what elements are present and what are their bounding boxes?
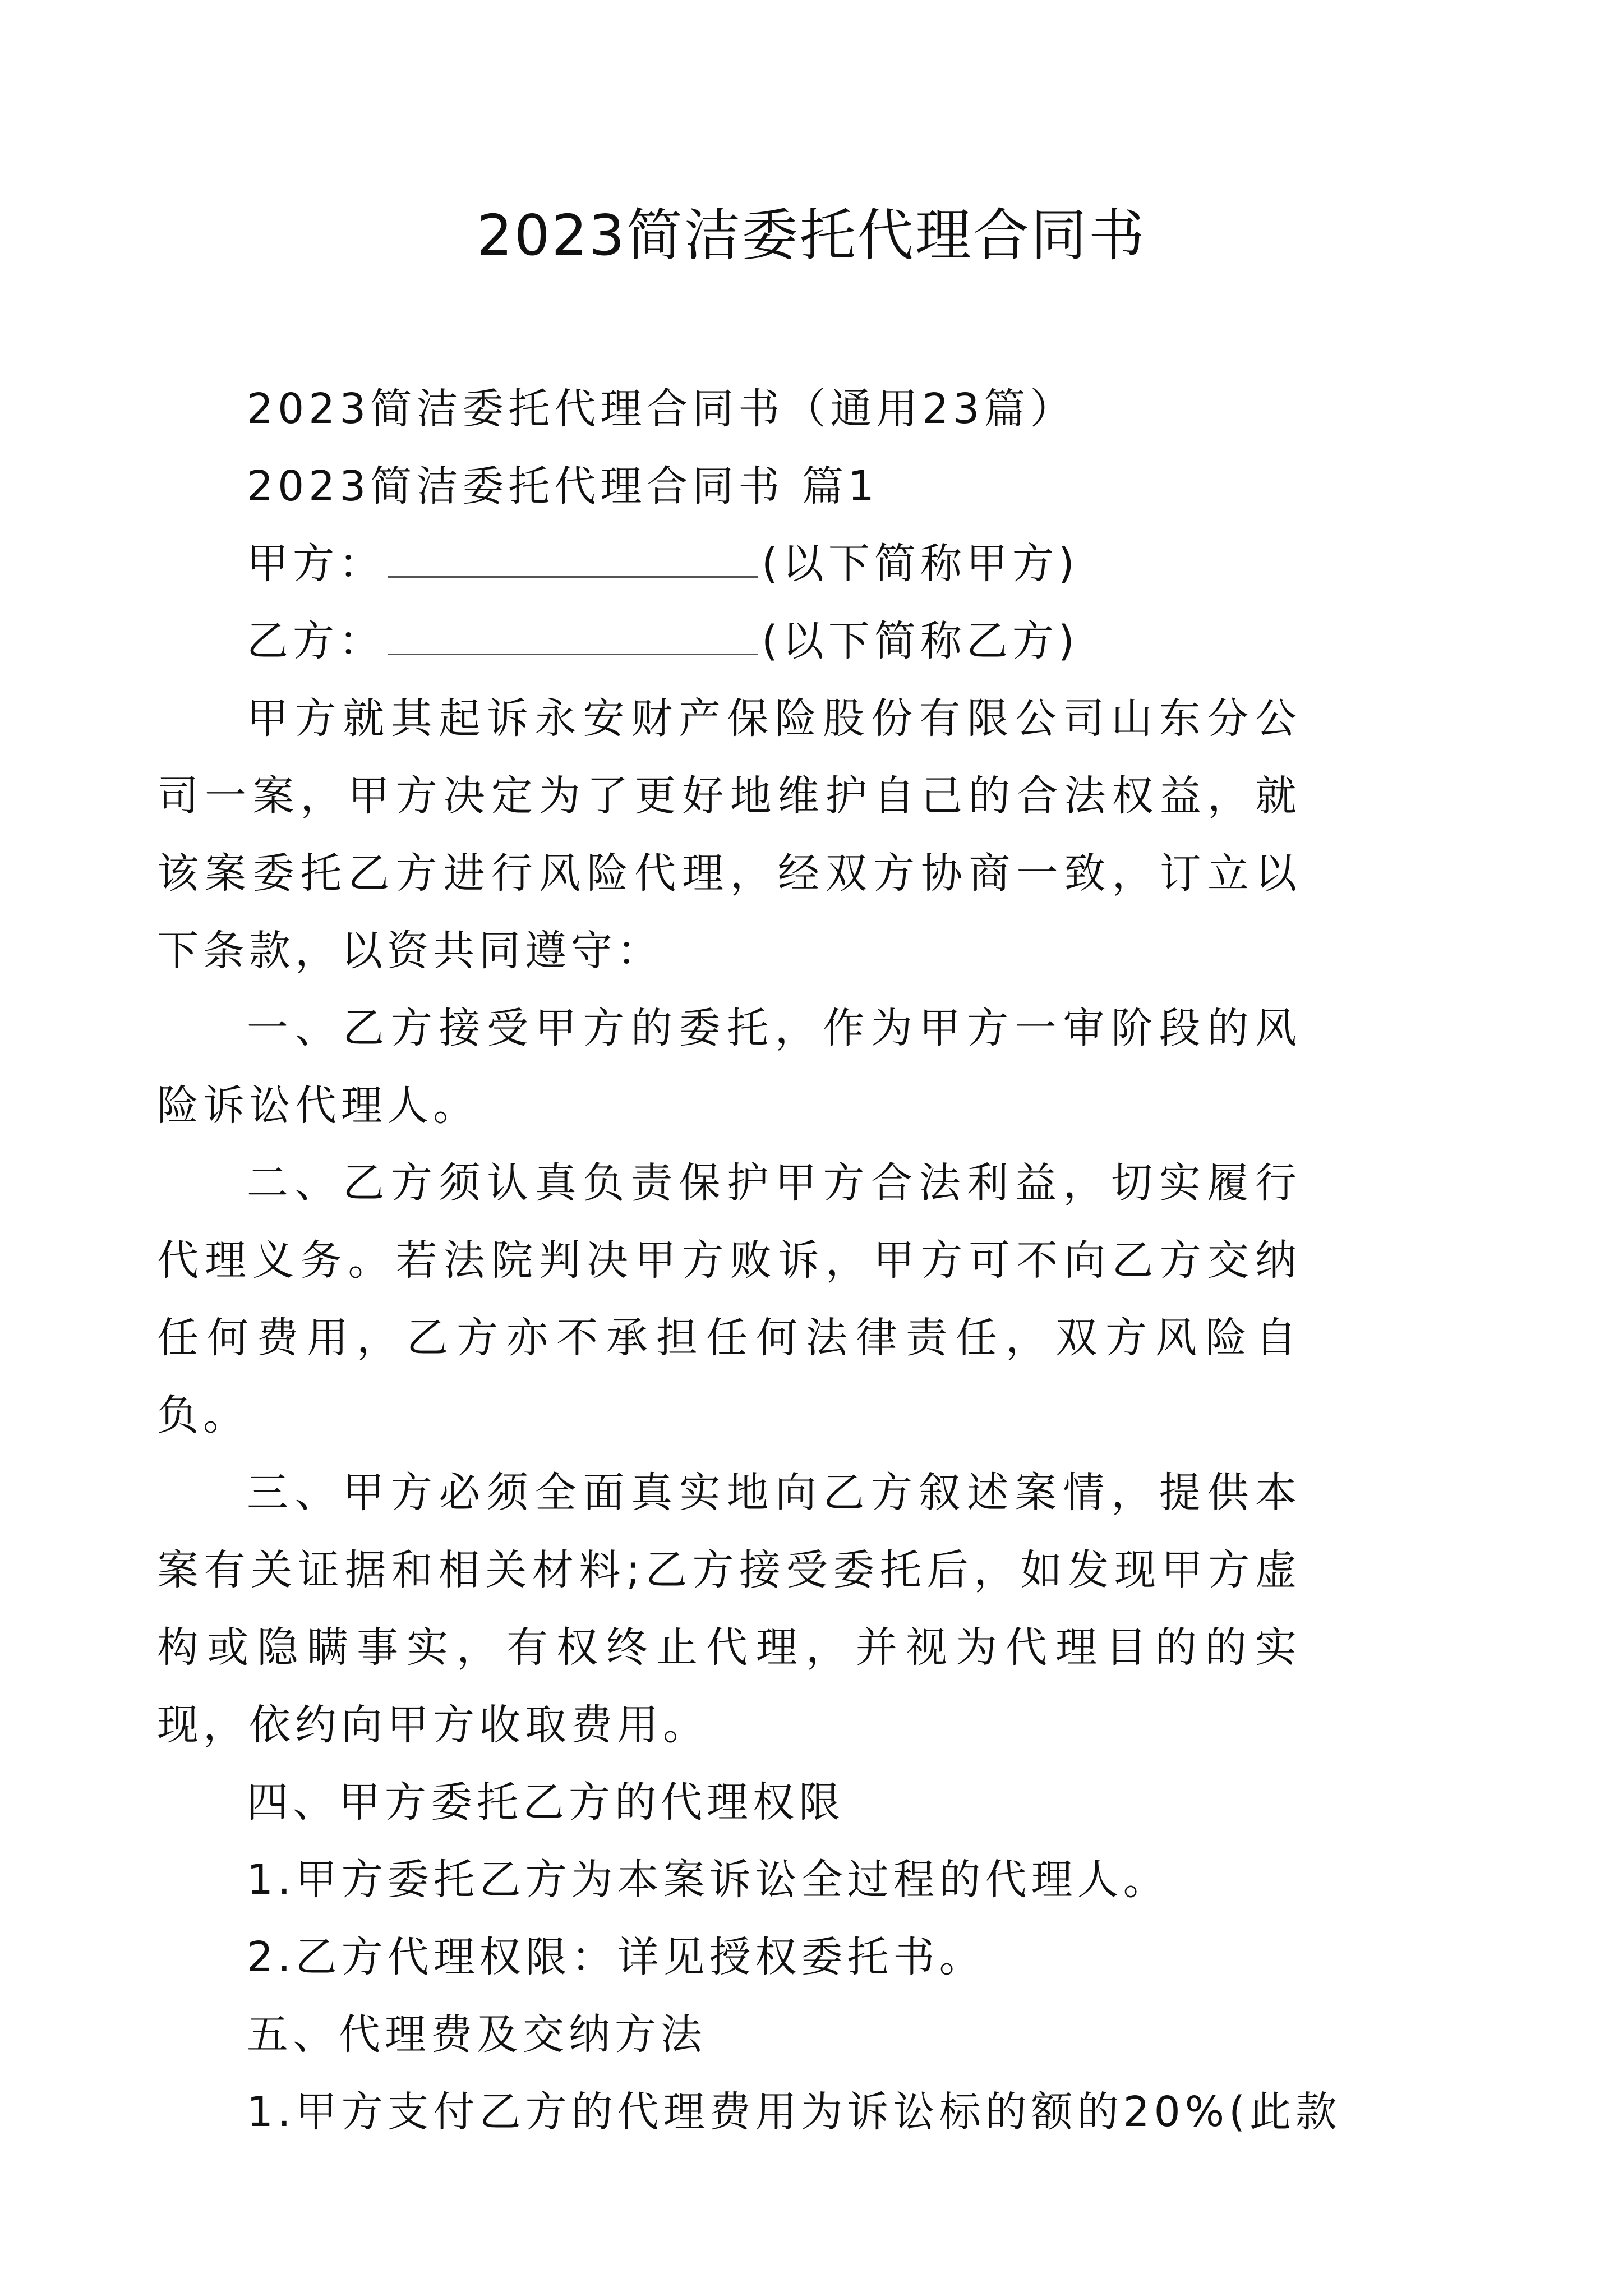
section-heading: 2023简洁委托代理合同书 篇1 — [247, 462, 879, 510]
document-title: 2023简洁委托代理合同书 — [477, 203, 1146, 268]
party-b-blank — [388, 620, 758, 655]
party-a-blank — [388, 542, 758, 578]
party-b-suffix: (以下简称乙方) — [762, 617, 1079, 665]
clause-4-1: 1.甲方委托乙方为本案诉讼全过程的代理人。 — [247, 1856, 1169, 1904]
party-a-label: 甲方： — [247, 540, 385, 588]
clause-1: 一、乙方接受甲方的委托，作为甲方一审阶段的风险诉讼代理人。 — [157, 1004, 1301, 1130]
document-body — [247, 370, 1391, 680]
clause-4: 四、甲方委托乙方的代理权限 — [247, 1778, 845, 1826]
party-b-label: 乙方： — [247, 617, 385, 665]
clause-2: 二、乙方须认真负责保护甲方合法利益，切实履行代理义务。若法院判决甲方败诉，甲方可不向乙方交纳任何费用，乙方亦不承担任何法律责任，双方风险自负。 — [157, 1159, 1301, 1439]
party-a-line — [247, 525, 1391, 602]
clause-5-1: 1.甲方支付乙方的代理费用为诉讼标的额的20%(此款 — [247, 2088, 1341, 2136]
intro-paragraph: 甲方就其起诉永安财产保险股份有限公司山东分公司一案，甲方决定为了更好地维护自己的合法权益，就该案委托乙方进行风险代理，经双方协商一致，订立以下条款，以资共同遵守： — [157, 694, 1301, 975]
party-b-line — [247, 602, 1391, 680]
document-subtitle: 2023简洁委托代理合同书（通用23篇） — [247, 385, 1076, 433]
clause-5: 五、代理费及交纳方法 — [247, 2010, 707, 2059]
document-paragraphs — [157, 680, 1391, 2151]
clause-3: 三、甲方必须全面真实地向乙方叙述案情，提供本案有关证据和相关材料;乙方接受委托后，如发现甲方虚构或隐瞒事实，有权终止代理，并视为代理目的的实现，依约向甲方收取费用。 — [157, 1469, 1301, 1749]
clause-4-2: 2.乙方代理权限：详见授权委托书。 — [247, 1933, 985, 1981]
party-a-suffix: (以下简称甲方) — [762, 540, 1079, 588]
